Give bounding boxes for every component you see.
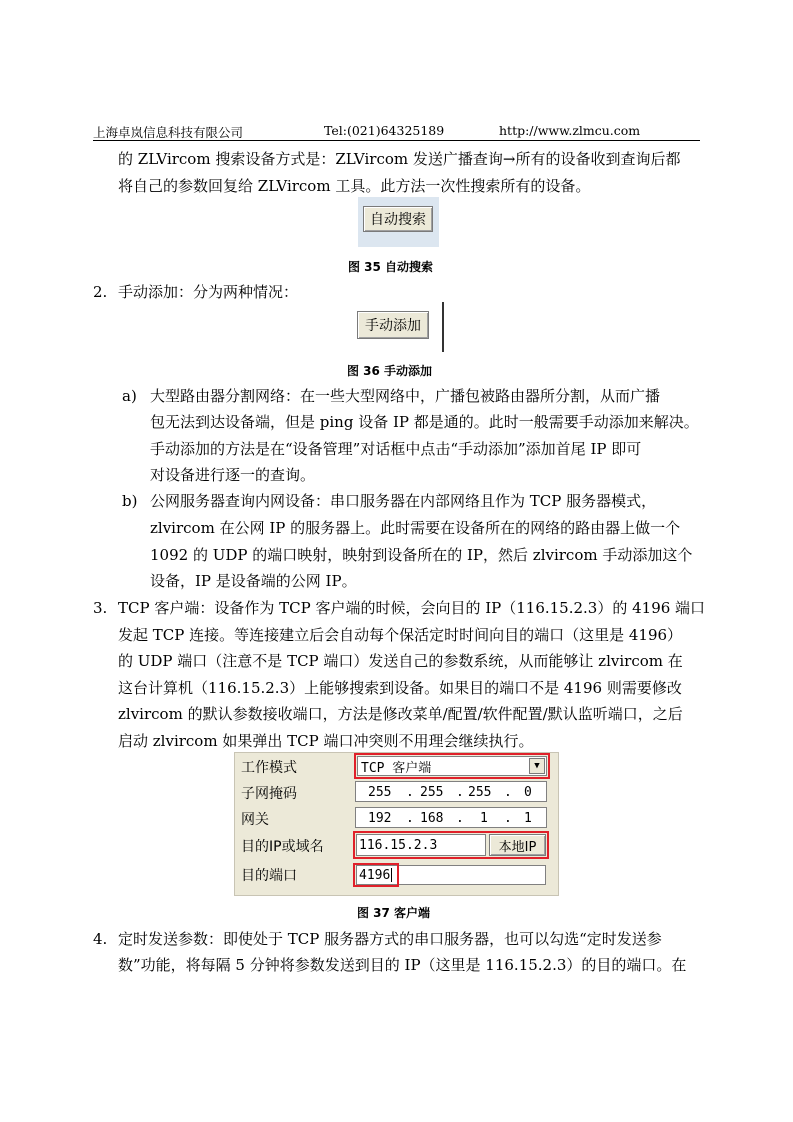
sub-a-line: 手动添加的方法是在“设备管理”对话框中点击“手动添加”添加首尾 IP 即可 — [150, 440, 642, 458]
fig36-caption: 图 36 手动添加 — [347, 364, 433, 378]
page-header — [93, 121, 700, 141]
dest-port-label: 目的端口 — [241, 868, 297, 884]
sub-b-label: b) — [122, 492, 138, 510]
subnet-octet: 0 — [524, 785, 532, 800]
auto-search-button[interactable]: 自动搜索 — [363, 206, 433, 232]
dest-ip-value: 116.15.2.3 — [359, 837, 438, 853]
header-company: 上海卓岚信息科技有限公司 — [93, 125, 244, 140]
work-mode-value: TCP 客户端 — [361, 760, 432, 776]
gateway-input[interactable]: 192 . 168 . 1 . 1 — [355, 807, 547, 828]
item4-line: 定时发送参数：即使处于 TCP 服务器方式的串口服务器，也可以勾选“定时发送参 — [118, 930, 662, 948]
fig36-panel — [349, 302, 444, 352]
subnet-octet: 255 — [420, 785, 444, 800]
item4-number: 4. — [93, 930, 108, 948]
work-mode-label: 工作模式 — [241, 760, 297, 776]
dest-ip-label: 目的IP或域名 — [241, 839, 324, 855]
sub-b-line: zlvircom 在公网 IP 的服务器上。此时需要在设备所在的网络的路由器上做一个 — [150, 519, 681, 537]
fig35-panel — [358, 197, 439, 247]
sub-a-label: a) — [122, 387, 137, 405]
gateway-octet: 192 — [368, 811, 392, 826]
item3-line: 发起 TCP 连接。等连接建立后会自动每个保活定时时间向目的端口（这里是 4196） — [118, 626, 683, 644]
subnet-label: 子网掩码 — [241, 786, 297, 802]
sub-a-line: 对设备进行逐一的查询。 — [150, 466, 316, 484]
item2-number: 2. — [93, 283, 108, 301]
subnet-octet: 255 — [468, 785, 492, 800]
item3-line: 的 UDP 端口（注意不是 TCP 端口）发送自己的参数系统，从而能够让 zlvircom 在 — [118, 652, 683, 670]
intro-line: 将自己的参数回复给 ZLVircom 工具。此方法一次性搜索所有的设备。 — [118, 177, 591, 195]
gateway-octet: 168 — [420, 811, 444, 826]
item2-text: 手动添加：分为两种情况： — [118, 283, 299, 301]
dest-ip-input[interactable] — [356, 834, 486, 856]
item3-line: 这台计算机（116.15.2.3）上能够搜索到设备。如果目的端口不是 4196 则需要修改 — [118, 679, 682, 697]
sub-b-line: 设备，IP 是设备端的公网 IP。 — [150, 572, 357, 590]
client-config-panel — [234, 752, 559, 896]
gateway-octet: 1 — [480, 811, 488, 826]
chevron-down-icon[interactable]: ▼ — [529, 758, 545, 774]
item3-line: zlvircom 的默认参数接收端口，方法是修改菜单/配置/软件配置/默认监听端口，之后 — [118, 705, 683, 723]
subnet-input[interactable]: 255 . 255 . 255 . 0 — [355, 781, 547, 802]
work-mode-select[interactable] — [357, 756, 547, 776]
item4-line: 数”功能，将每隔 5 分钟将参数发送到目的 IP（这里是 116.15.2.3）的目的端口。在 — [118, 956, 687, 974]
sub-b-line: 公网服务器查询内网设备：串口服务器在内部网络且作为 TCP 服务器模式， — [150, 492, 657, 510]
item3-line: TCP 客户端：设备作为 TCP 客户端的时候，会向目的 IP（116.15.2.3）的 4196 端口 — [118, 599, 706, 617]
dest-port-input[interactable] — [356, 865, 546, 885]
sub-a-line: 包无法到达设备端，但是 ping 设备 IP 都是通的。此时一般需要手动添加来解决。 — [150, 413, 699, 431]
item3-line: 启动 zlvircom 如果弹出 TCP 端口冲突则不用理会继续执行。 — [118, 732, 534, 750]
header-tel: Tel:(021)64325189 — [324, 123, 445, 138]
sub-a-line: 大型路由器分割网络：在一些大型网络中，广播包被路由器所分割，从而广播 — [150, 387, 661, 405]
local-ip-button[interactable]: 本地IP — [489, 834, 546, 856]
header-url: http://www.zlmcu.com — [499, 123, 641, 138]
dest-port-value: 4196 — [359, 867, 391, 883]
manual-add-button[interactable]: 手动添加 — [357, 311, 429, 339]
subnet-octet: 255 — [368, 785, 392, 800]
fig35-caption: 图 35 自动搜索 — [348, 260, 434, 274]
sub-b-line: 1092 的 UDP 的端口映射，映射到设备所在的 IP，然后 zlvircom 手动添加这个 — [150, 546, 693, 564]
gateway-octet: 1 — [524, 811, 532, 826]
gateway-label: 网关 — [241, 812, 269, 828]
fig37-caption: 图 37 客户端 — [357, 906, 431, 920]
header-divider — [93, 140, 700, 141]
intro-line: 的 ZLVircom 搜索设备方式是：ZLVircom 发送广播查询→所有的设备收到查询后都 — [118, 150, 681, 168]
item3-number: 3. — [93, 599, 108, 617]
